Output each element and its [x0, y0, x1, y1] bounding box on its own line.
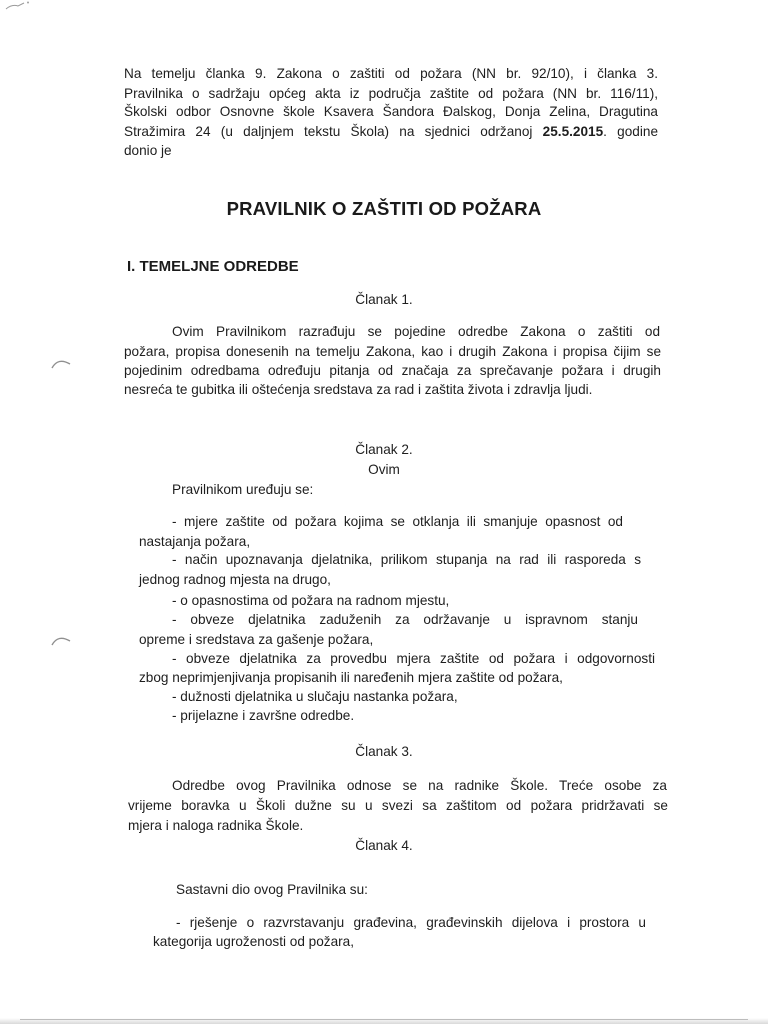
- clanak-4-item-1: - rješenje o razvrstavanju građevina, građevinskih dijelova i prostora u: [176, 915, 646, 930]
- punch-hole-mark-bottom: [48, 633, 74, 649]
- intro-line-1: Na temelju članka 9. Zakona o zaštiti od požara (NN br. 92/10), i članka 3.: [124, 66, 658, 81]
- clanak-2-item-3: - o opasnostima od požara na radnom mjestu,: [172, 593, 450, 608]
- clanak-2-item-4: - obveze djelatnika zaduženih za održavanje u ispravnom stanju: [172, 612, 638, 627]
- clanak-3-line-2: vrijeme boravka u Školi dužne su u svezi sa zaštitom od požara pridržavati se: [128, 798, 668, 813]
- clanak-2-item-2b: jednog radnog mjesta na drugo,: [139, 572, 331, 587]
- document-title: PRAVILNIK O ZAŠTITI OD POŽARA: [226, 198, 542, 219]
- clanak-2-intro: Pravilnikom uređuju se:: [172, 482, 314, 497]
- intro-line-4-pre: Stražimira 24 (u daljnjem tekstu Škola) na sjednici održanoj: [124, 124, 543, 139]
- clanak-2-item-5b: zbog neprimjenjivanja propisanih ili naređenih mjera zaštite od požara,: [139, 670, 563, 685]
- scan-corner-mark: [4, 0, 34, 12]
- session-date: 25.5.2015: [542, 124, 604, 139]
- scan-edge-line: [20, 1019, 748, 1020]
- clanak-1-line-3: pojedinim odredbama određuju pitanja od značaja za sprečavanje požara i drugih: [124, 363, 661, 378]
- clanak-2-item-4b: opreme i sredstava za gašenje požara,: [139, 632, 374, 647]
- clanak-1-line-1: Ovim Pravilnikom razrađuju se pojedine odredbe Zakona o zaštiti od: [172, 324, 660, 339]
- clanak-4-heading: Članak 4.: [355, 838, 413, 853]
- section-heading: I. TEMELJNE ODREDBE: [127, 258, 299, 275]
- intro-line-4-post: . godine: [603, 124, 659, 139]
- clanak-3-line-3: mjera i naloga radnika Škole.: [128, 818, 304, 833]
- intro-line-5: donio je: [124, 143, 172, 158]
- clanak-2-ovim: Ovim: [368, 462, 400, 477]
- clanak-4-item-1b: kategorija ugroženosti od požara,: [153, 934, 355, 949]
- clanak-2-item-2: - način upoznavanja djelatnika, prilikom stupanja na rad ili rasporeda s: [172, 552, 641, 567]
- punch-hole-mark-top: [48, 356, 74, 372]
- intro-line-2: Pravilnika o sadržaju općeg akta iz područja zaštite od požara (NN br. 116/11),: [124, 86, 658, 101]
- clanak-2-item-5: - obveze djelatnika za provedbu mjera zaštite od požara i odgovornosti: [172, 651, 655, 666]
- intro-line-3: Školski odbor Osnovne škole Ksavera Šandora Đalskog, Donja Zelina, Dragutina: [124, 104, 658, 119]
- clanak-4-intro: Sastavni dio ovog Pravilnika su:: [176, 882, 368, 897]
- intro-line-4: [124, 122, 658, 142]
- clanak-2-item-1: - mjere zaštite od požara kojima se otklanja ili smanjuje opasnost od: [172, 514, 623, 529]
- clanak-1-line-4: nesreća te gubitka ili oštećenja sredstava za rad i zaštita života i zdravlja ljudi.: [124, 382, 593, 397]
- clanak-2-item-6: - dužnosti djelatnika u slučaju nastanka požara,: [172, 689, 458, 704]
- clanak-3-line-1: Odredbe ovog Pravilnika odnose se na radnike Škole. Treće osobe za: [172, 778, 667, 793]
- clanak-2-heading: Članak 2.: [355, 442, 413, 457]
- clanak-1-heading: Članak 1.: [355, 292, 413, 307]
- clanak-3-heading: Članak 3.: [355, 744, 413, 759]
- clanak-2-item-7: - prijelazne i završne odredbe.: [172, 708, 355, 723]
- clanak-1-line-2: požara, propisa donesenih na temelju Zakona, kao i drugih Zakona i propisa čijim se: [124, 344, 661, 359]
- clanak-2-item-1b: nastajanja požara,: [139, 534, 251, 549]
